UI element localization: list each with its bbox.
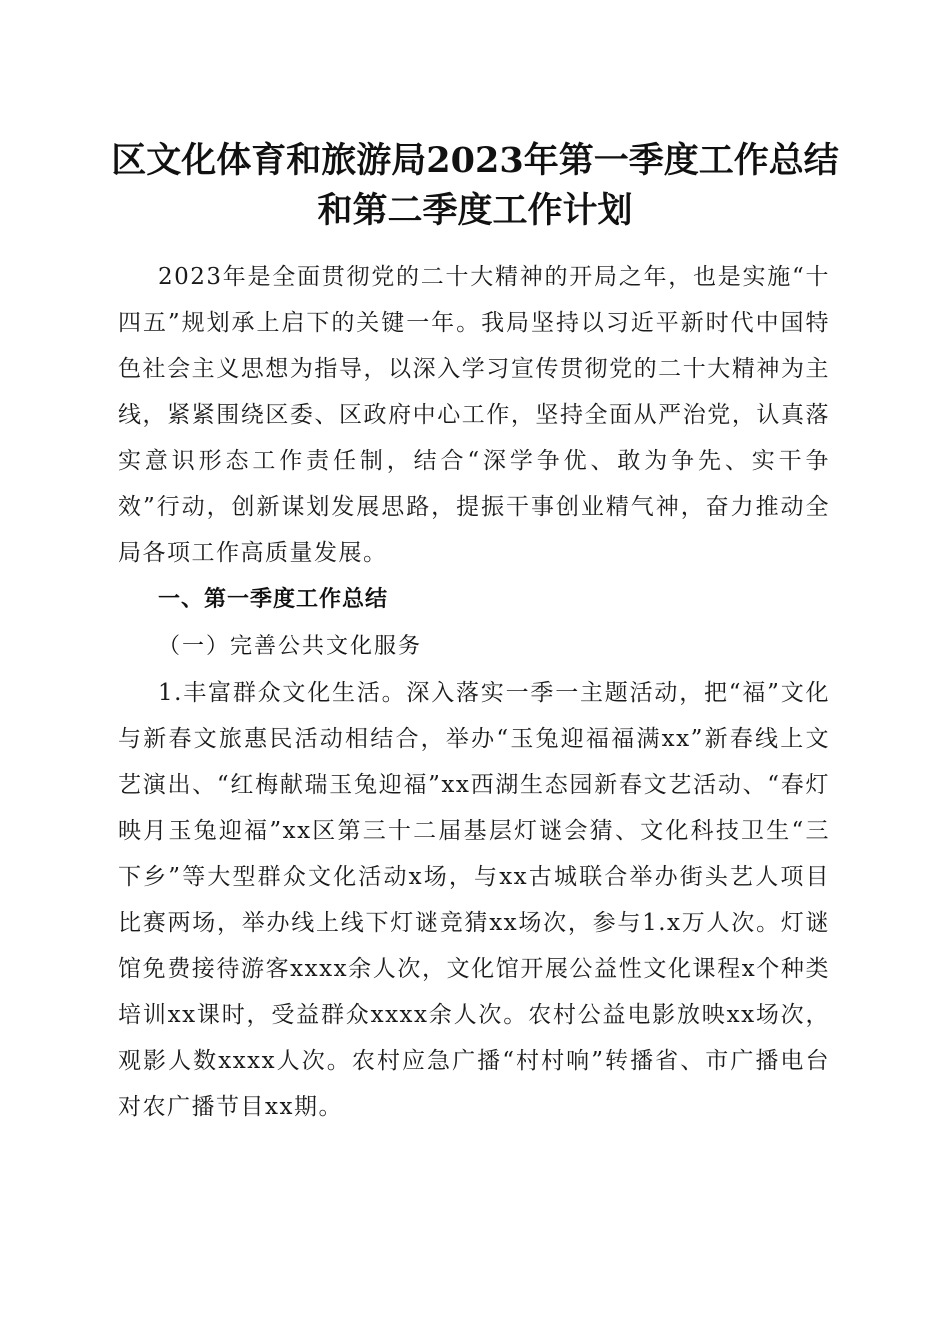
intro-paragraph: 2023年是全面贯彻党的二十大精神的开局之年，也是实施“十四五”规划承上启下的关键一年。我局坚持以习近平新时代中国特色社会主义思想为指导，以深入学习宣传贯彻党的二十大精神为主线，紧紧围绕区委、区政府中心工作，坚持全面从严治党，认真落实意识形态工作责任制，结合“深学争优、敢为争先、实干争效”行动，创新谋划发展思路，提振干事创业精气神，奋力推动全局各项工作高质量发展。	[118, 264, 830, 566]
section-heading: 一、第一季度工作总结	[158, 587, 389, 612]
subsection-heading: （一）完善公共文化服务	[158, 634, 423, 659]
item-paragraph: 1.丰富群众文化生活。深入落实一季一主题活动，把“福”文化与新春文旅惠民活动相结合，举办“玉兔迎福福满xx”新春线上文艺演出、“红梅献瑞玉兔迎福”xx西湖生态园新春文艺活动、“春灯映月玉兔迎福”xx区第三十二届基层灯谜会猜、文化科技卫生“三下乡”等大型群众文化活动x场，与xx古城联合举办街头艺人项目比赛两场，举办线上线下灯谜竞猜xx场次，参与1.x万人次。灯谜馆免费接待游客xxxx余人次，文化馆开展公益性文化课程x个种类培训xx课时，受益群众xxxx余人次。农村公益电影放映xx场次，观影人数xxxx人次。农村应急广播“村村响”转播省、市广播电台对农广播节目xx期。	[118, 680, 830, 1120]
document-body	[118, 254, 830, 1130]
document-title: 区文化体育和旅游局2023年第一季度工作总结和第二季度工作计划	[111, 140, 839, 231]
